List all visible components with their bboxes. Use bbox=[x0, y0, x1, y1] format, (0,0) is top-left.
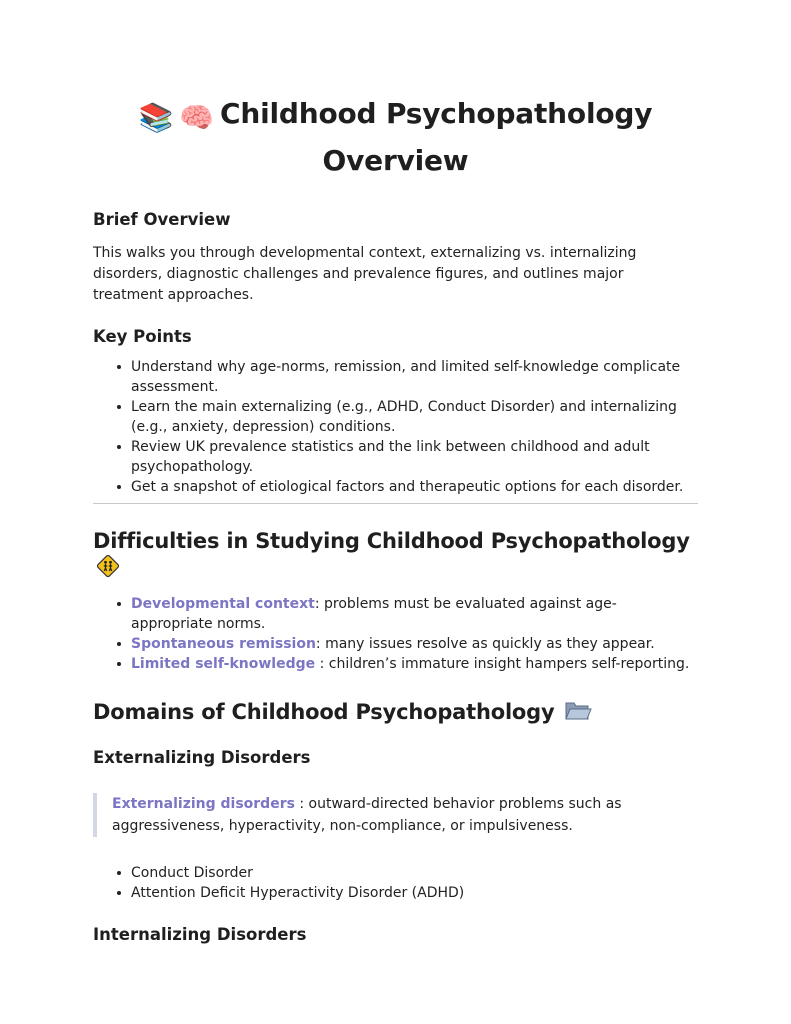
list-item bbox=[131, 634, 698, 654]
key-points-heading: Key Points bbox=[93, 327, 192, 346]
difficulties-heading-text: Difficulties in Studying Childhood Psychopathology bbox=[93, 529, 690, 553]
list-item bbox=[131, 654, 698, 674]
page-title bbox=[93, 92, 698, 182]
term-limited-self-knowledge: Limited self-knowledge bbox=[131, 656, 316, 672]
list-item: Learn the main externalizing (e.g., ADHD, Conduct Disorder) and internalizing (e.g., anxiety, depression) conditions. bbox=[131, 397, 698, 437]
definition-text: : outward-directed behavior problems such as aggressiveness, hyperactivity, non-compliance, or impulsiveness. bbox=[112, 796, 622, 834]
difficulties-list bbox=[93, 594, 698, 674]
domains-heading bbox=[93, 698, 698, 724]
term-developmental-context: Developmental context bbox=[131, 596, 315, 612]
externalizing-heading: Externalizing Disorders bbox=[93, 748, 311, 767]
books-icon: 📚 bbox=[138, 101, 174, 134]
externalizing-list bbox=[93, 863, 698, 903]
internalizing-heading: Internalizing Disorders bbox=[93, 925, 307, 944]
document-content bbox=[93, 92, 698, 944]
list-item: Understand why age-norms, remission, and limited self-knowledge complicate assessment. bbox=[131, 357, 698, 397]
term-spontaneous-remission: Spontaneous remission bbox=[131, 636, 316, 652]
term-externalizing-disorders: Externalizing disorders bbox=[112, 796, 295, 812]
externalizing-definition bbox=[112, 793, 698, 837]
term-description: : problems must be evaluated against age-appropriate norms. bbox=[131, 596, 617, 632]
list-item: Review UK prevalence statistics and the link between childhood and adult psychopathology. bbox=[131, 437, 698, 477]
list-item: Conduct Disorder bbox=[131, 863, 698, 883]
term-description: : many issues resolve as quickly as they appear. bbox=[315, 636, 655, 652]
term-description: : children’s immature insight hampers self-reporting. bbox=[315, 656, 690, 672]
title-line-2: Overview bbox=[322, 144, 469, 177]
open-folder-icon bbox=[564, 698, 592, 722]
brief-overview-text: This walks you through developmental context, externalizing vs. internalizing disorders, diagnostic challenges and prevalence figures, and outlines major treatment approaches. bbox=[93, 245, 637, 303]
domains-heading-text: Domains of Childhood Psychopathology bbox=[93, 700, 555, 724]
list-item bbox=[131, 594, 698, 634]
externalizing-definition-quote bbox=[93, 793, 698, 837]
key-points-list bbox=[93, 357, 698, 497]
list-item: Attention Deficit Hyperactivity Disorder (ADHD) bbox=[131, 883, 698, 903]
difficulties-heading bbox=[93, 529, 698, 579]
brain-icon: 🧠 bbox=[179, 101, 215, 134]
list-item: Get a snapshot of etiological factors and therapeutic options for each disorder. bbox=[131, 477, 698, 497]
brief-overview-heading: Brief Overview bbox=[93, 210, 231, 229]
children-crossing-icon bbox=[95, 553, 121, 579]
title-line-1: Childhood Psychopathology bbox=[220, 97, 653, 130]
